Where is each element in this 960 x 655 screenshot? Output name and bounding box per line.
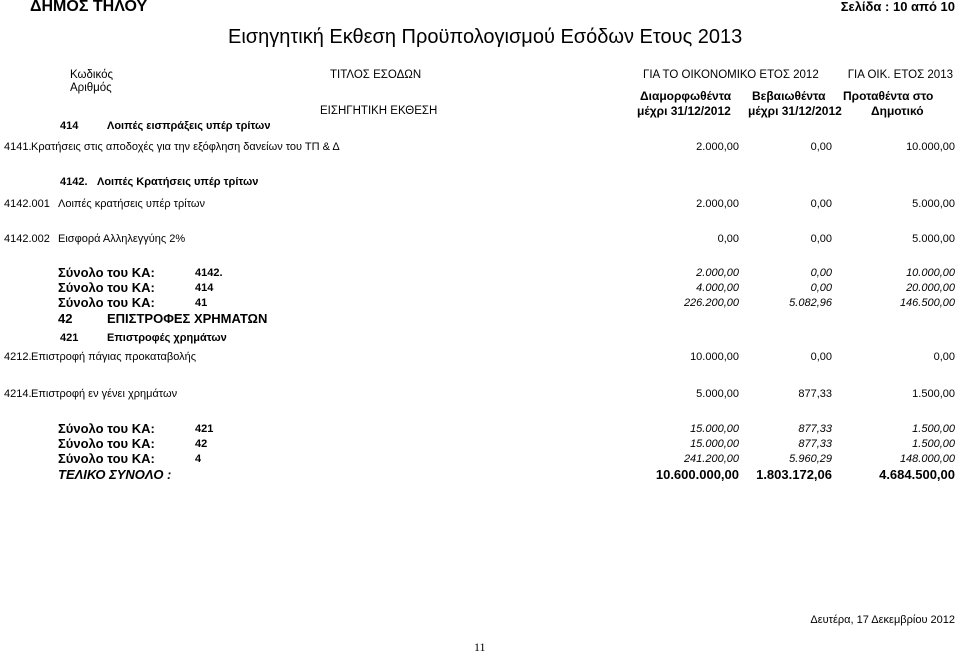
certified-grand-total: 1.803.172,06	[756, 467, 832, 482]
section-row-42	[0, 311, 960, 327]
certified-total: 877,33	[798, 423, 832, 435]
formed-value: 5.000,00	[696, 388, 739, 400]
total-code: 414	[195, 282, 214, 294]
row-code: 4142.002	[4, 233, 50, 245]
code-column-header: Κωδικός	[70, 69, 114, 81]
group-code: 4142.	[60, 176, 88, 188]
proposed-value: 5.000,00	[912, 198, 955, 210]
proposed-value: 10.000,00	[906, 141, 955, 153]
proposed-value: 0,00	[933, 351, 955, 363]
total-label: Σύνολο του ΚΑ:	[58, 280, 155, 295]
year-2012-header: ΓΙΑ ΤΟ ΟΙΚΟΝΟΜΙΚΟ ΕΤΟΣ 2012	[643, 69, 819, 81]
row-code: 4214.	[4, 388, 32, 400]
total-code: 421	[195, 423, 214, 435]
group-label: Λοιπές εισπράξεις υπέρ τρίτων	[107, 120, 271, 132]
grand-total-label: ΤΕΛΙΚΟ ΣΥΝΟΛΟ :	[58, 467, 172, 482]
section-label: ΕΠΙΣΤΡΟΦΕΣ ΧΡΗΜΑΤΩΝ	[107, 311, 268, 326]
grand-total-row	[0, 466, 960, 484]
total-row	[0, 436, 960, 452]
proposed-total: 20.000,00	[906, 282, 955, 294]
table-row	[0, 197, 960, 211]
proposed-column-subheader: Δημοτικό	[871, 104, 924, 118]
certified-total: 0,00	[810, 267, 832, 279]
formed-value: 2.000,00	[696, 198, 739, 210]
table-row	[0, 140, 960, 154]
certified-value: 0,00	[810, 198, 832, 210]
row-label: Κρατήσεις στις αποδοχές για την εξόφληση δανείων του ΤΠ & Δ	[31, 141, 340, 153]
row-label: Επιστροφή πάγιας προκαταβολής	[31, 351, 197, 363]
section-code: 42	[58, 311, 73, 326]
revenue-title-header: ΤΙΤΛΟΣ ΕΣΟΔΩΝ	[330, 69, 422, 81]
total-label: Σύνολο του ΚΑ:	[58, 421, 155, 436]
group-label: Επιστροφές χρημάτων	[107, 332, 227, 344]
group-row-421	[0, 331, 960, 345]
proposed-value: 1.500,00	[912, 388, 955, 400]
report-date: Δευτέρα, 17 Δεκεμβρίου 2012	[810, 614, 955, 626]
total-code: 42	[195, 438, 208, 450]
row-code: 4212.	[4, 351, 32, 363]
total-code: 4	[195, 453, 202, 465]
group-row-414	[0, 119, 960, 133]
table-row	[0, 387, 960, 401]
certified-total: 5.960,29	[789, 453, 832, 465]
group-code: 421	[60, 332, 79, 344]
proposed-total: 1.500,00	[912, 423, 955, 435]
formed-value: 0,00	[717, 233, 739, 245]
report-header: ΕΙΣΗΓΗΤΙΚΗ ΕΚΘΕΣΗ	[320, 105, 438, 117]
certified-total: 5.082,96	[789, 297, 832, 309]
proposed-total: 148.000,00	[899, 453, 955, 465]
formed-value: 10.000,00	[690, 351, 739, 363]
formed-total: 226.200,00	[683, 297, 739, 309]
total-row	[0, 280, 960, 296]
group-row-4142	[0, 175, 960, 189]
total-label: Σύνολο του ΚΑ:	[58, 265, 155, 280]
proposed-total: 146.500,00	[899, 297, 955, 309]
formed-total: 2.000,00	[696, 267, 739, 279]
certified-value: 877,33	[798, 388, 832, 400]
total-code: 41	[195, 297, 208, 309]
formed-total: 241.200,00	[683, 453, 739, 465]
report-title: Εισηγητική Εκθεση Προϋπολογισμού Εσόδων Ετους 2013	[228, 26, 743, 48]
row-label: Λοιπές κρατήσεις υπέρ τρίτων	[58, 198, 205, 210]
proposed-value: 5.000,00	[912, 233, 955, 245]
certified-value: 0,00	[810, 233, 832, 245]
formed-grand-total: 10.600.000,00	[655, 467, 739, 482]
row-label: Επιστροφή εν γένει χρημάτων	[31, 388, 178, 400]
certified-column-header: Βεβαιωθέντα	[752, 89, 826, 103]
total-label: Σύνολο του ΚΑ:	[58, 451, 155, 466]
formed-value: 2.000,00	[696, 141, 739, 153]
formed-column-date: μέχρι 31/12/2012	[637, 104, 731, 118]
total-label: Σύνολο του ΚΑ:	[58, 295, 155, 310]
formed-total: 4.000,00	[696, 282, 739, 294]
group-code: 414	[60, 120, 79, 132]
certified-total: 0,00	[810, 282, 832, 294]
certified-total: 877,33	[798, 438, 832, 450]
total-row	[0, 421, 960, 437]
row-label: Εισφορά Αλληλεγγύης 2%	[58, 233, 186, 245]
page-indicator: Σελίδα : 10 από 10	[840, 0, 955, 14]
group-label: Λοιπές Κρατήσεις υπέρ τρίτων	[97, 176, 259, 188]
proposed-total: 1.500,00	[912, 438, 955, 450]
table-row	[0, 350, 960, 364]
total-row	[0, 451, 960, 467]
proposed-total: 10.000,00	[906, 267, 955, 279]
total-row	[0, 295, 960, 311]
proposed-column-header: Προταθέντα στο	[843, 89, 934, 103]
total-label: Σύνολο του ΚΑ:	[58, 436, 155, 451]
formed-total: 15.000,00	[690, 438, 739, 450]
number-column-header: Αριθμός	[70, 82, 112, 94]
certified-value: 0,00	[810, 141, 832, 153]
table-row	[0, 232, 960, 246]
certified-column-date: μέχρι 31/12/2012	[748, 104, 842, 118]
page-number: 11	[474, 640, 486, 654]
formed-total: 15.000,00	[690, 423, 739, 435]
total-row	[0, 265, 960, 281]
municipality-name: ΔΗΜΟΣ ΤΗΛΟΥ	[30, 0, 148, 15]
year-2013-header: ΓΙΑ ΟΙΚ. ΕΤΟΣ 2013	[847, 69, 953, 81]
certified-value: 0,00	[810, 351, 832, 363]
row-code: 4142.001	[4, 198, 50, 210]
proposed-grand-total: 4.684.500,00	[879, 467, 955, 482]
total-code: 4142.	[195, 267, 223, 279]
formed-column-header: Διαμορφωθέντα	[640, 89, 732, 103]
row-code: 4141.	[4, 141, 32, 153]
